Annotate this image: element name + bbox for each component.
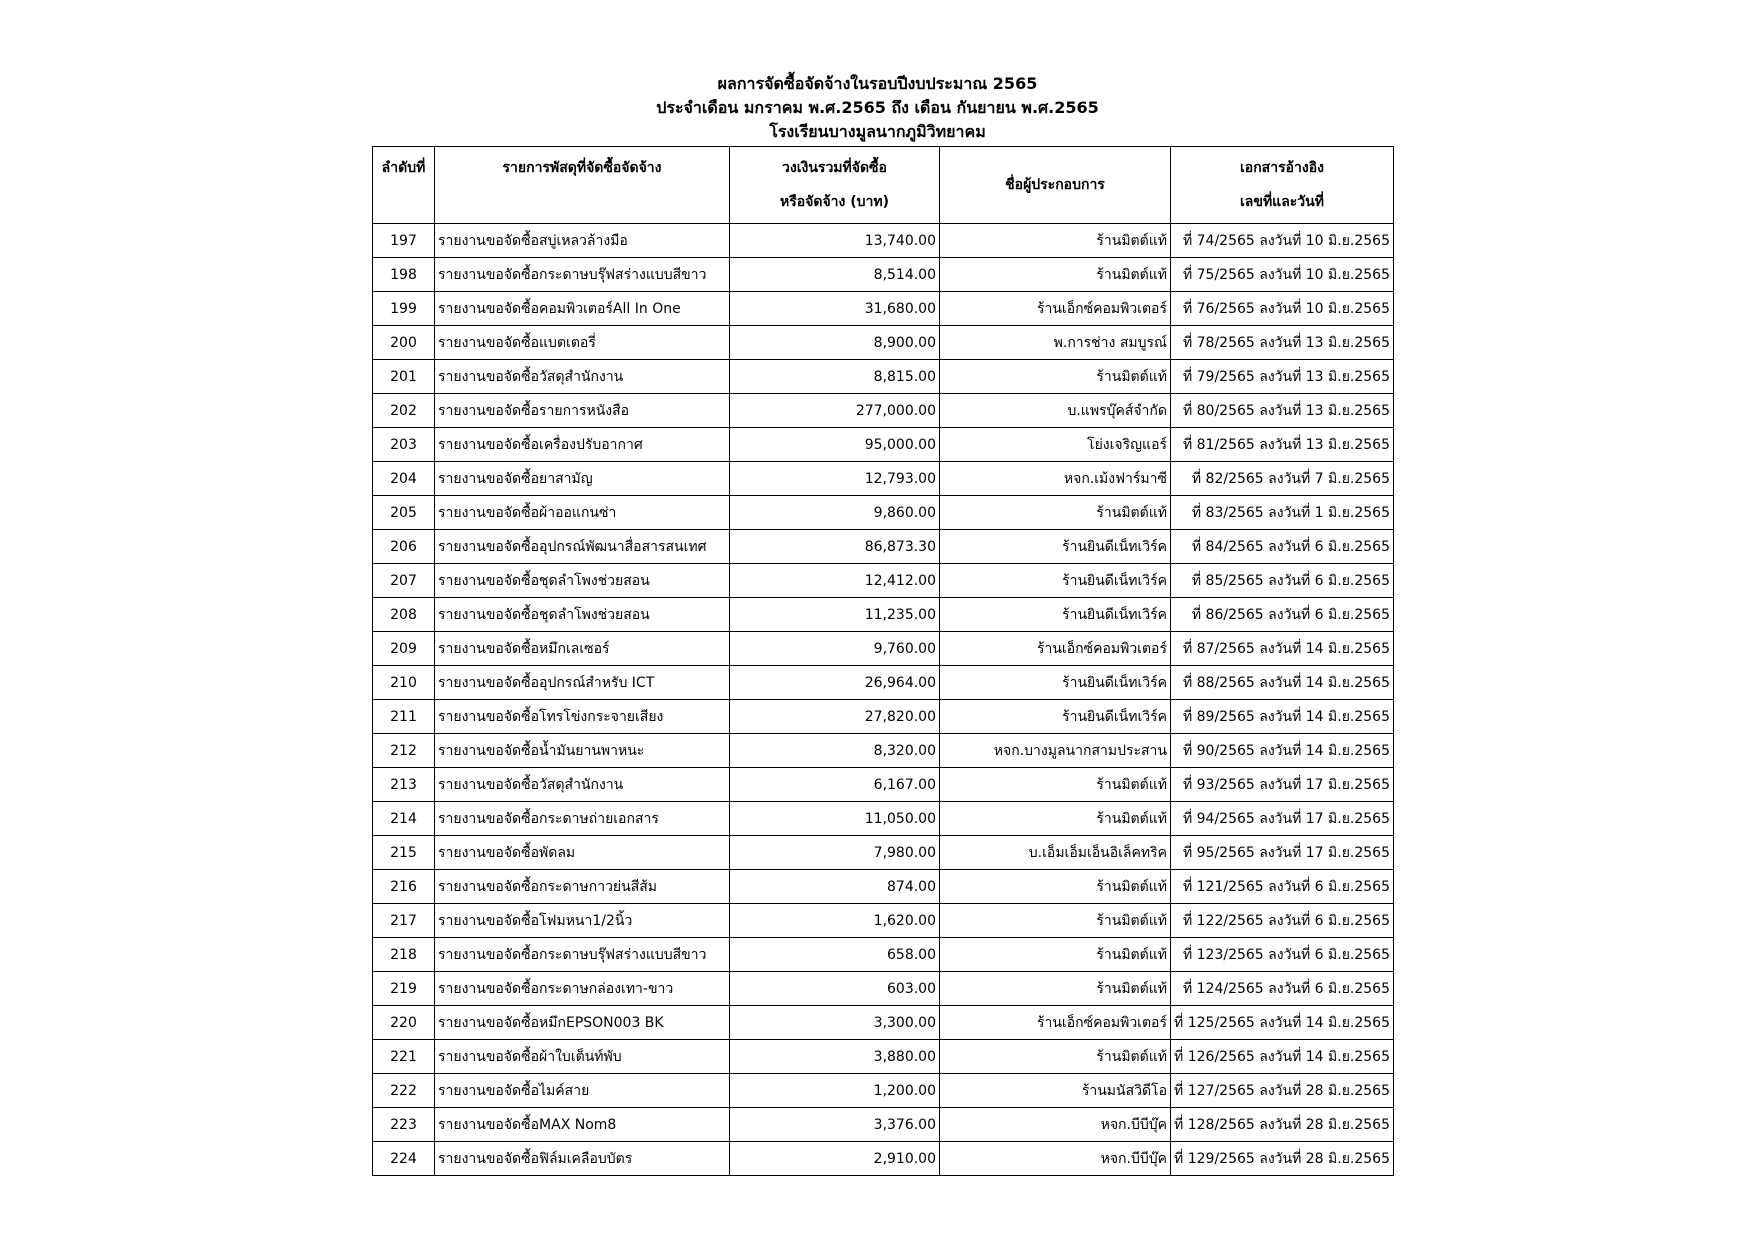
cell-amount: 13,740.00 bbox=[730, 224, 940, 258]
cell-reference: ที่ 95/2565 ลงวันที่ 17 มิ.ย.2565 bbox=[1171, 836, 1394, 870]
cell-item: รายงานขอจัดซื้อกระดาษบรุ๊ฟสร่างแบบสีขาว bbox=[435, 258, 730, 292]
cell-vendor: หจก.เม้งฟาร์มาซี bbox=[940, 462, 1171, 496]
cell-vendor: ร้านมิตต์แท้ bbox=[940, 258, 1171, 292]
cell-amount: 874.00 bbox=[730, 870, 940, 904]
cell-amount: 603.00 bbox=[730, 972, 940, 1006]
table-row bbox=[373, 836, 1394, 870]
cell-reference: ที่ 85/2565 ลงวันที่ 6 มิ.ย.2565 bbox=[1171, 564, 1394, 598]
cell-reference: ที่ 125/2565 ลงวันที่ 14 มิ.ย.2565 bbox=[1171, 1006, 1394, 1040]
cell-seq: 204 bbox=[373, 462, 435, 496]
cell-item: รายงานขอจัดซื้อชุดลำโพงช่วยสอน bbox=[435, 564, 730, 598]
cell-vendor: ร้านยินดีเน็ทเวิร์ค bbox=[940, 666, 1171, 700]
cell-vendor: บ.เอ็มเอ็มเอ็นอิเล็คทริค bbox=[940, 836, 1171, 870]
cell-seq: 198 bbox=[373, 258, 435, 292]
cell-item: รายงานขอจัดซื้ออุปกรณ์สำหรับ ICT bbox=[435, 666, 730, 700]
cell-amount: 6,167.00 bbox=[730, 768, 940, 802]
cell-item: รายงานขอจัดซื้อไมค์สาย bbox=[435, 1074, 730, 1108]
cell-reference: ที่ 88/2565 ลงวันที่ 14 มิ.ย.2565 bbox=[1171, 666, 1394, 700]
table-row bbox=[373, 292, 1394, 326]
table-row bbox=[373, 1006, 1394, 1040]
cell-vendor: ร้านยินดีเน็ทเวิร์ค bbox=[940, 598, 1171, 632]
table-row bbox=[373, 462, 1394, 496]
table-row bbox=[373, 564, 1394, 598]
cell-vendor: ร้านเอ็กซ์คอมพิวเตอร์ bbox=[940, 292, 1171, 326]
cell-seq: 222 bbox=[373, 1074, 435, 1108]
cell-vendor: ร้านยินดีเน็ทเวิร์ค bbox=[940, 564, 1171, 598]
cell-item: รายงานขอจัดซื้อแบตเตอรี่ bbox=[435, 326, 730, 360]
cell-seq: 224 bbox=[373, 1142, 435, 1176]
cell-amount: 8,320.00 bbox=[730, 734, 940, 768]
cell-seq: 211 bbox=[373, 700, 435, 734]
table-header bbox=[373, 147, 1394, 224]
cell-amount: 8,815.00 bbox=[730, 360, 940, 394]
cell-amount: 11,235.00 bbox=[730, 598, 940, 632]
table-row bbox=[373, 904, 1394, 938]
cell-reference: ที่ 83/2565 ลงวันที่ 1 มิ.ย.2565 bbox=[1171, 496, 1394, 530]
header-vendor bbox=[940, 147, 1171, 224]
cell-amount: 11,050.00 bbox=[730, 802, 940, 836]
table-row bbox=[373, 258, 1394, 292]
cell-reference: ที่ 84/2565 ลงวันที่ 6 มิ.ย.2565 bbox=[1171, 530, 1394, 564]
cell-reference: ที่ 80/2565 ลงวันที่ 13 มิ.ย.2565 bbox=[1171, 394, 1394, 428]
table-row bbox=[373, 972, 1394, 1006]
cell-reference: ที่ 123/2565 ลงวันที่ 6 มิ.ย.2565 bbox=[1171, 938, 1394, 972]
cell-vendor: ร้านมิตต์แท้ bbox=[940, 802, 1171, 836]
cell-seq: 219 bbox=[373, 972, 435, 1006]
cell-seq: 218 bbox=[373, 938, 435, 972]
cell-vendor: ร้านมิตต์แท้ bbox=[940, 224, 1171, 258]
cell-seq: 208 bbox=[373, 598, 435, 632]
cell-seq: 215 bbox=[373, 836, 435, 870]
cell-reference: ที่ 82/2565 ลงวันที่ 7 มิ.ย.2565 bbox=[1171, 462, 1394, 496]
cell-amount: 3,880.00 bbox=[730, 1040, 940, 1074]
cell-item: รายงานขอจัดซื้อวัสดุสำนักงาน bbox=[435, 768, 730, 802]
cell-reference: ที่ 128/2565 ลงวันที่ 28 มิ.ย.2565 bbox=[1171, 1108, 1394, 1142]
table-row bbox=[373, 802, 1394, 836]
cell-seq: 220 bbox=[373, 1006, 435, 1040]
cell-item: รายงานขอจัดซื้อMAX Nom8 bbox=[435, 1108, 730, 1142]
header-row bbox=[373, 147, 1394, 224]
table-row bbox=[373, 938, 1394, 972]
cell-reference: ที่ 124/2565 ลงวันที่ 6 มิ.ย.2565 bbox=[1171, 972, 1394, 1006]
cell-amount: 27,820.00 bbox=[730, 700, 940, 734]
cell-reference: ที่ 126/2565 ลงวันที่ 14 มิ.ย.2565 bbox=[1171, 1040, 1394, 1074]
cell-vendor: ร้านมิตต์แท้ bbox=[940, 870, 1171, 904]
cell-seq: 214 bbox=[373, 802, 435, 836]
cell-vendor: ร้านมิตต์แท้ bbox=[940, 1040, 1171, 1074]
cell-item: รายงานขอจัดซื้อรายการหนังสือ bbox=[435, 394, 730, 428]
school-name: โรงเรียนบางมูลนากภูมิวิทยาคม bbox=[769, 122, 986, 141]
cell-vendor: ร้านมิตต์แท้ bbox=[940, 938, 1171, 972]
cell-seq: 207 bbox=[373, 564, 435, 598]
cell-amount: 86,873.30 bbox=[730, 530, 940, 564]
cell-amount: 7,980.00 bbox=[730, 836, 940, 870]
cell-amount: 658.00 bbox=[730, 938, 940, 972]
header-ref-line1: เอกสารอ้างอิง bbox=[1240, 160, 1324, 176]
table-row bbox=[373, 326, 1394, 360]
cell-amount: 8,514.00 bbox=[730, 258, 940, 292]
cell-vendor: ร้านยินดีเน็ทเวิร์ค bbox=[940, 700, 1171, 734]
cell-seq: 221 bbox=[373, 1040, 435, 1074]
cell-amount: 9,860.00 bbox=[730, 496, 940, 530]
cell-amount: 26,964.00 bbox=[730, 666, 940, 700]
cell-seq: 197 bbox=[373, 224, 435, 258]
cell-seq: 209 bbox=[373, 632, 435, 666]
cell-vendor: ร้านเอ็กซ์คอมพิวเตอร์ bbox=[940, 632, 1171, 666]
cell-amount: 1,200.00 bbox=[730, 1074, 940, 1108]
cell-reference: ที่ 93/2565 ลงวันที่ 17 มิ.ย.2565 bbox=[1171, 768, 1394, 802]
cell-seq: 205 bbox=[373, 496, 435, 530]
cell-item: รายงานขอจัดซื้อหมึกEPSON003 BK bbox=[435, 1006, 730, 1040]
cell-item: รายงานขอจัดซื้อน้ำมันยานพาหนะ bbox=[435, 734, 730, 768]
cell-item: รายงานขอจัดซื้อคอมพิวเตอร์All In One bbox=[435, 292, 730, 326]
table-row bbox=[373, 496, 1394, 530]
table-row bbox=[373, 428, 1394, 462]
table-row bbox=[373, 530, 1394, 564]
cell-seq: 223 bbox=[373, 1108, 435, 1142]
cell-reference: ที่ 94/2565 ลงวันที่ 17 มิ.ย.2565 bbox=[1171, 802, 1394, 836]
cell-seq: 203 bbox=[373, 428, 435, 462]
header-vendor-label: ชื่อผู้ประกอบการ bbox=[1005, 177, 1105, 193]
cell-vendor: หจก.บางมูลนากสามประสาน bbox=[940, 734, 1171, 768]
table-row bbox=[373, 734, 1394, 768]
cell-item: รายงานขอจัดซื้อกระดาษกาวย่นสีส้ม bbox=[435, 870, 730, 904]
cell-item: รายงานขอจัดซื้อเครื่องปรับอากาศ bbox=[435, 428, 730, 462]
table-row bbox=[373, 870, 1394, 904]
cell-vendor: บ.แพรบุ๊คส์จำกัด bbox=[940, 394, 1171, 428]
header-item bbox=[435, 147, 730, 224]
cell-seq: 206 bbox=[373, 530, 435, 564]
cell-amount: 12,412.00 bbox=[730, 564, 940, 598]
cell-vendor: ร้านมิตต์แท้ bbox=[940, 496, 1171, 530]
table-row bbox=[373, 1074, 1394, 1108]
cell-item: รายงานขอจัดซื้อกระดาษกล่องเทา-ขาว bbox=[435, 972, 730, 1006]
cell-item: รายงานขอจัดซื้อกระดาษถ่ายเอกสาร bbox=[435, 802, 730, 836]
document-title: ผลการจัดซื้อจัดจ้างในรอบปีงบประมาณ 2565 bbox=[717, 74, 1038, 93]
cell-item: รายงานขอจัดซื้อชุดลำโพงช่วยสอน bbox=[435, 598, 730, 632]
cell-vendor: ร้านมิตต์แท้ bbox=[940, 768, 1171, 802]
cell-item: รายงานขอจัดซื้อโทรโข่งกระจายเสียง bbox=[435, 700, 730, 734]
cell-seq: 210 bbox=[373, 666, 435, 700]
cell-reference: ที่ 127/2565 ลงวันที่ 28 มิ.ย.2565 bbox=[1171, 1074, 1394, 1108]
cell-seq: 213 bbox=[373, 768, 435, 802]
cell-amount: 95,000.00 bbox=[730, 428, 940, 462]
cell-item: รายงานขอจัดซื้อวัสดุสำนักงาน bbox=[435, 360, 730, 394]
cell-amount: 31,680.00 bbox=[730, 292, 940, 326]
cell-amount: 3,376.00 bbox=[730, 1108, 940, 1142]
header-ref bbox=[1171, 147, 1394, 224]
cell-seq: 200 bbox=[373, 326, 435, 360]
cell-item: รายงานขอจัดซื้อผ้าใบเต็นท์พับ bbox=[435, 1040, 730, 1074]
table-row bbox=[373, 394, 1394, 428]
cell-item: รายงานขอจัดซื้อสบู่เหลวล้างมือ bbox=[435, 224, 730, 258]
cell-vendor: โย่งเจริญแอร์ bbox=[940, 428, 1171, 462]
cell-seq: 212 bbox=[373, 734, 435, 768]
cell-reference: ที่ 75/2565 ลงวันที่ 10 มิ.ย.2565 bbox=[1171, 258, 1394, 292]
cell-reference: ที่ 121/2565 ลงวันที่ 6 มิ.ย.2565 bbox=[1171, 870, 1394, 904]
cell-vendor: ร้านมนัสวิดีโอ bbox=[940, 1074, 1171, 1108]
cell-vendor: ร้านมิตต์แท้ bbox=[940, 904, 1171, 938]
cell-vendor: หจก.บีบีบุ๊ค bbox=[940, 1108, 1171, 1142]
header-amount bbox=[730, 147, 940, 224]
cell-seq: 216 bbox=[373, 870, 435, 904]
table-row bbox=[373, 666, 1394, 700]
cell-vendor: หจก.บีบีบุ๊ค bbox=[940, 1142, 1171, 1176]
cell-item: รายงานขอจัดซื้อฟิล์มเคลือบบัตร bbox=[435, 1142, 730, 1176]
cell-amount: 9,760.00 bbox=[730, 632, 940, 666]
cell-amount: 1,620.00 bbox=[730, 904, 940, 938]
cell-reference: ที่ 89/2565 ลงวันที่ 14 มิ.ย.2565 bbox=[1171, 700, 1394, 734]
cell-amount: 12,793.00 bbox=[730, 462, 940, 496]
cell-item: รายงานขอจัดซื้อผ้าออแกนซ่า bbox=[435, 496, 730, 530]
cell-reference: ที่ 76/2565 ลงวันที่ 10 มิ.ย.2565 bbox=[1171, 292, 1394, 326]
procurement-table bbox=[372, 146, 1394, 1176]
table-row bbox=[373, 360, 1394, 394]
cell-reference: ที่ 90/2565 ลงวันที่ 14 มิ.ย.2565 bbox=[1171, 734, 1394, 768]
cell-reference: ที่ 122/2565 ลงวันที่ 6 มิ.ย.2565 bbox=[1171, 904, 1394, 938]
header-seq-label: ลำดับที่ bbox=[381, 160, 426, 176]
table-row bbox=[373, 224, 1394, 258]
cell-item: รายงานขอจัดซื้อยาสามัญ bbox=[435, 462, 730, 496]
cell-amount: 277,000.00 bbox=[730, 394, 940, 428]
cell-amount: 2,910.00 bbox=[730, 1142, 940, 1176]
cell-item: รายงานขอจัดซื้อหมึกเลเซอร์ bbox=[435, 632, 730, 666]
document-period: ประจำเดือน มกราคม พ.ศ.2565 ถึง เดือน กันยายน พ.ศ.2565 bbox=[656, 98, 1099, 117]
cell-item: รายงานขอจัดซื้ออุปกรณ์พัฒนาสื่อสารสนเทศ bbox=[435, 530, 730, 564]
cell-reference: ที่ 74/2565 ลงวันที่ 10 มิ.ย.2565 bbox=[1171, 224, 1394, 258]
cell-amount: 3,300.00 bbox=[730, 1006, 940, 1040]
cell-reference: ที่ 129/2565 ลงวันที่ 28 มิ.ย.2565 bbox=[1171, 1142, 1394, 1176]
cell-vendor: ร้านเอ็กซ์คอมพิวเตอร์ bbox=[940, 1006, 1171, 1040]
cell-amount: 8,900.00 bbox=[730, 326, 940, 360]
header-seq bbox=[373, 147, 435, 224]
header-amount-line1: วงเงินรวมที่จัดซื้อ bbox=[782, 160, 887, 176]
table-row bbox=[373, 1108, 1394, 1142]
cell-vendor: พ.การช่าง สมบูรณ์ bbox=[940, 326, 1171, 360]
table-row bbox=[373, 700, 1394, 734]
cell-reference: ที่ 87/2565 ลงวันที่ 14 มิ.ย.2565 bbox=[1171, 632, 1394, 666]
table-body bbox=[373, 224, 1394, 1176]
cell-seq: 201 bbox=[373, 360, 435, 394]
cell-item: รายงานขอจัดซื้อกระดาษบรุ๊ฟสร่างแบบสีขาว bbox=[435, 938, 730, 972]
cell-reference: ที่ 79/2565 ลงวันที่ 13 มิ.ย.2565 bbox=[1171, 360, 1394, 394]
cell-reference: ที่ 78/2565 ลงวันที่ 13 มิ.ย.2565 bbox=[1171, 326, 1394, 360]
cell-item: รายงานขอจัดซื้อพัดลม bbox=[435, 836, 730, 870]
table-row bbox=[373, 1040, 1394, 1074]
cell-vendor: ร้านมิตต์แท้ bbox=[940, 972, 1171, 1006]
cell-seq: 199 bbox=[373, 292, 435, 326]
cell-vendor: ร้านยินดีเน็ทเวิร์ค bbox=[940, 530, 1171, 564]
table-row bbox=[373, 598, 1394, 632]
table-row bbox=[373, 632, 1394, 666]
table-row bbox=[373, 1142, 1394, 1176]
header-amount-line2: หรือจัดจ้าง (บาท) bbox=[780, 194, 889, 210]
cell-seq: 217 bbox=[373, 904, 435, 938]
cell-vendor: ร้านมิตต์แท้ bbox=[940, 360, 1171, 394]
table-row bbox=[373, 768, 1394, 802]
header-ref-line2: เลขที่และวันที่ bbox=[1240, 194, 1324, 210]
header-item-label: รายการพัสดุที่จัดซื้อจัดจ้าง bbox=[502, 160, 662, 176]
cell-item: รายงานขอจัดซื้อโฟมหนา1/2นิ้ว bbox=[435, 904, 730, 938]
cell-reference: ที่ 81/2565 ลงวันที่ 13 มิ.ย.2565 bbox=[1171, 428, 1394, 462]
cell-reference: ที่ 86/2565 ลงวันที่ 6 มิ.ย.2565 bbox=[1171, 598, 1394, 632]
cell-seq: 202 bbox=[373, 394, 435, 428]
